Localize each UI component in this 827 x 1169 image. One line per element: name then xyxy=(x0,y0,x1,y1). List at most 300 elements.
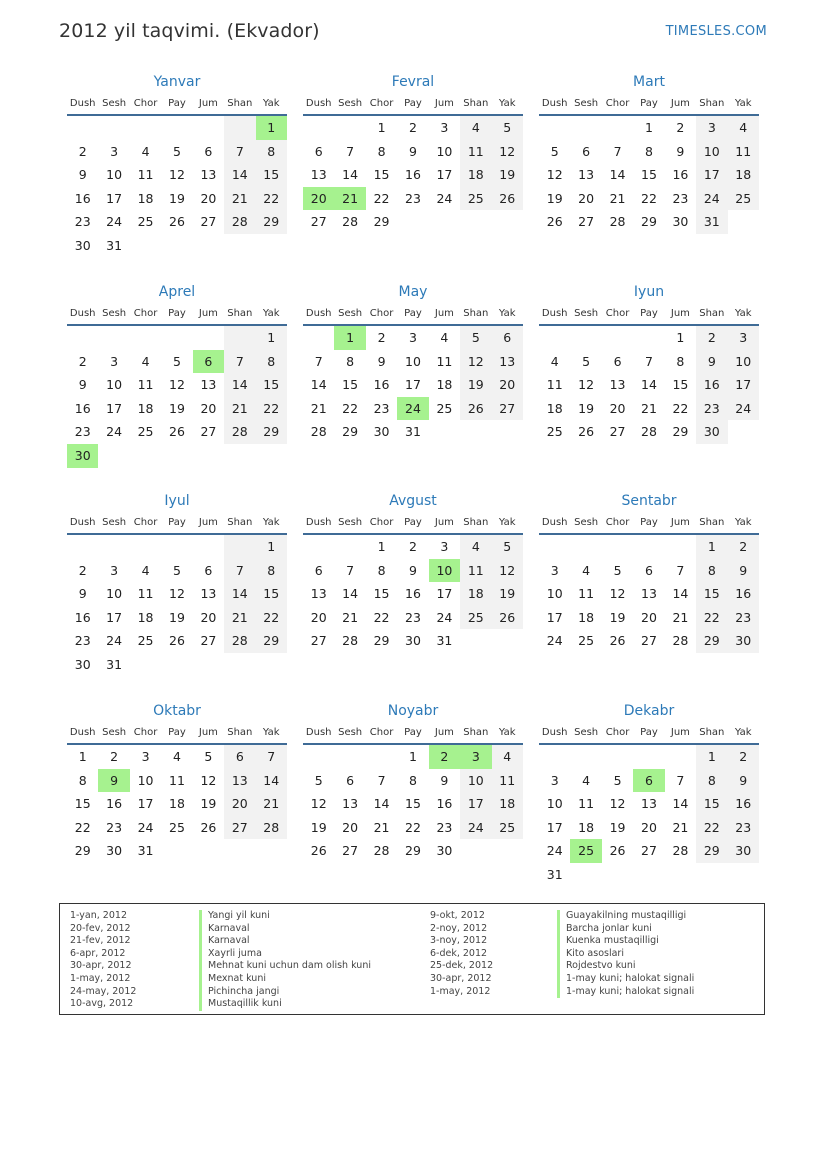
legend-date: 25-dek, 2012 xyxy=(430,960,494,972)
weekday-label: Chor xyxy=(133,517,158,528)
legend-holiday-name: Xayrli juma xyxy=(199,948,371,961)
day-cell: 2 xyxy=(696,326,727,350)
day-cell: 19 xyxy=(200,796,217,812)
week-row xyxy=(67,582,287,606)
day-cell: 4 xyxy=(582,562,591,578)
legend-date: 20-fev, 2012 xyxy=(70,922,131,934)
day-cell: 5 xyxy=(613,562,622,578)
day-cell: 28 xyxy=(224,210,255,234)
day-cell: 5 xyxy=(492,116,523,140)
legend-holiday-name: Pichincha jangi xyxy=(199,986,371,999)
day-cell: 11 xyxy=(578,796,595,812)
day-cell: 7 xyxy=(314,353,323,369)
holiday-legend xyxy=(59,903,765,1015)
weekday-label: Chor xyxy=(133,727,158,738)
empty-day-cell xyxy=(98,535,129,559)
weekday-label: Shan xyxy=(699,727,725,738)
day-cell: 3 xyxy=(409,330,417,345)
day-cell: 28 xyxy=(342,214,359,230)
empty-day-cell xyxy=(665,745,696,769)
day-cell: 14 xyxy=(672,586,689,602)
day-cell: 25 xyxy=(546,424,563,440)
day-cell: 4 xyxy=(141,562,150,578)
day-cell: 19 xyxy=(609,609,626,625)
day-cell: 9 xyxy=(78,377,87,393)
weekday-label: Chor xyxy=(369,727,394,738)
empty-day-cell xyxy=(224,116,255,140)
day-cell: 14 xyxy=(342,586,359,602)
day-cell: 18 xyxy=(137,609,154,625)
empty-day-cell xyxy=(161,653,192,677)
day-cell: 23 xyxy=(74,633,91,649)
day-cell: 24 xyxy=(728,397,759,421)
day-cell: 9 xyxy=(409,562,417,578)
day-cell: 22 xyxy=(672,400,689,416)
weekday-header xyxy=(303,513,523,533)
legend-date: 21-fev, 2012 xyxy=(70,935,131,947)
day-cell: 6 xyxy=(645,562,653,578)
day-cell: 15 xyxy=(342,377,359,393)
day-cell: 23 xyxy=(672,190,689,206)
day-cell: 21 xyxy=(256,792,287,816)
week-row xyxy=(67,350,287,374)
month-title: Dekabr xyxy=(623,703,675,719)
day-cell: 12 xyxy=(169,586,185,602)
day-cell: 13 xyxy=(641,796,657,812)
day-cell: 22 xyxy=(405,819,421,835)
legend-holiday-name: Barcha jonlar kuni xyxy=(557,923,694,936)
weekday-label: Sesh xyxy=(102,727,127,738)
day-cell: 25 xyxy=(137,424,154,440)
week-row xyxy=(539,187,759,211)
day-cell: 12 xyxy=(609,796,626,812)
empty-day-cell xyxy=(602,326,633,350)
day-cell: 2 xyxy=(409,120,417,135)
day-cell: 26 xyxy=(200,819,217,835)
day-cell: 20 xyxy=(200,190,217,206)
empty-day-cell xyxy=(602,116,633,140)
day-cell: 24 xyxy=(106,633,123,649)
day-cell: 14 xyxy=(373,796,390,812)
day-cell: 24 xyxy=(137,819,154,835)
day-cell: 27 xyxy=(200,633,217,649)
weekday-label: Yak xyxy=(262,98,280,109)
day-cell: 30 xyxy=(696,420,727,444)
empty-day-cell xyxy=(224,535,255,559)
day-cell: 17 xyxy=(106,190,123,206)
empty-day-cell xyxy=(161,234,192,258)
day-cell: 7 xyxy=(224,350,255,374)
day-cell: 26 xyxy=(169,633,185,649)
weekday-label: Pay xyxy=(404,727,422,738)
week-row xyxy=(303,792,523,816)
weekday-label: Jum xyxy=(198,517,218,528)
month-title: Mart xyxy=(633,74,665,90)
month-sentabr xyxy=(539,491,759,653)
day-cell: 28 xyxy=(342,633,359,649)
week-row xyxy=(539,397,759,421)
day-cell: 26 xyxy=(169,214,185,230)
week-row xyxy=(539,582,759,606)
day-cell: 23 xyxy=(405,609,421,625)
day-cell: 3 xyxy=(110,562,119,578)
day-cell: 24 xyxy=(696,187,727,211)
day-cell: 23 xyxy=(74,214,91,230)
month-avgust xyxy=(303,491,523,653)
week-row xyxy=(539,745,759,769)
week-row xyxy=(539,816,759,840)
weekday-header xyxy=(67,94,287,114)
month-title: Fevral xyxy=(391,74,435,90)
day-cell: 13 xyxy=(342,796,359,812)
weekday-label: Jum xyxy=(670,517,690,528)
empty-day-cell xyxy=(193,444,224,468)
site-logo[interactable]: TIMESLES.COM xyxy=(665,24,767,39)
weekday-label: Shan xyxy=(699,98,725,109)
day-cell: 11 xyxy=(137,167,154,183)
month-title: Sentabr xyxy=(621,493,677,509)
day-cell: 13 xyxy=(492,350,523,374)
day-cell: 5 xyxy=(173,562,181,578)
weekday-label: Pay xyxy=(640,517,658,528)
weekday-label: Shan xyxy=(463,98,489,109)
day-cell: 15 xyxy=(256,373,287,397)
empty-day-cell xyxy=(539,116,570,140)
day-cell: 27 xyxy=(609,424,626,440)
weekday-label: Dush xyxy=(541,727,568,738)
week-row xyxy=(303,745,523,769)
day-cell: 2 xyxy=(728,745,759,769)
weekday-label: Chor xyxy=(605,98,630,109)
week-row xyxy=(539,116,759,140)
weekday-label: Chor xyxy=(605,727,630,738)
day-cell: 20 xyxy=(310,609,327,625)
day-cell: 18 xyxy=(169,796,185,812)
week-row xyxy=(67,839,287,863)
legend-dates-left xyxy=(70,910,136,1011)
day-cell: 9 xyxy=(676,143,685,159)
empty-day-cell xyxy=(67,535,98,559)
day-cell: 26 xyxy=(609,843,626,859)
week-row xyxy=(67,606,287,630)
day-cell: 7 xyxy=(346,143,355,159)
day-cell: 20 xyxy=(609,400,626,416)
holiday-day-cell: 2 xyxy=(429,745,460,769)
day-cell: 19 xyxy=(169,400,185,416)
day-cell: 11 xyxy=(436,353,453,369)
day-cell: 3 xyxy=(550,772,559,788)
holiday-day-cell: 21 xyxy=(334,187,365,211)
empty-day-cell xyxy=(130,116,161,140)
weekday-label: Chor xyxy=(369,517,394,528)
day-cell: 16 xyxy=(405,167,421,183)
day-cell: 20 xyxy=(224,792,255,816)
day-cell: 17 xyxy=(436,167,453,183)
day-cell: 12 xyxy=(578,377,595,393)
day-cell: 14 xyxy=(609,167,626,183)
day-cell: 3 xyxy=(440,120,449,135)
empty-day-cell xyxy=(429,210,460,234)
day-cell: 20 xyxy=(578,190,595,206)
day-cell: 30 xyxy=(74,656,91,672)
week-row xyxy=(539,210,759,234)
day-cell: 17 xyxy=(106,609,123,625)
week-row xyxy=(67,559,287,583)
weekday-label: Dush xyxy=(541,308,568,319)
weekday-label: Pay xyxy=(640,727,658,738)
weekday-header xyxy=(539,94,759,114)
page-title: 2012 yil taqvimi. (Ekvador) xyxy=(59,20,320,42)
empty-day-cell xyxy=(193,116,224,140)
empty-day-cell xyxy=(539,745,570,769)
empty-day-cell xyxy=(570,326,601,350)
day-cell: 15 xyxy=(672,377,689,393)
weekday-header xyxy=(303,304,523,324)
day-cell: 2 xyxy=(377,330,386,345)
day-cell: 28 xyxy=(373,843,390,859)
day-cell: 10 xyxy=(106,586,123,602)
day-cell: 16 xyxy=(405,586,421,602)
empty-day-cell xyxy=(130,535,161,559)
month-iyun xyxy=(539,282,759,444)
day-cell: 20 xyxy=(200,609,217,625)
legend-date: 1-may, 2012 xyxy=(430,985,491,997)
day-cell: 19 xyxy=(169,609,185,625)
day-cell: 29 xyxy=(641,214,657,230)
day-cell: 3 xyxy=(728,326,759,350)
day-cell: 6 xyxy=(613,353,622,369)
month-title: Noyabr xyxy=(387,703,439,719)
empty-day-cell xyxy=(67,326,98,350)
day-cell: 19 xyxy=(546,190,563,206)
day-cell: 18 xyxy=(436,377,453,393)
empty-day-cell xyxy=(193,234,224,258)
empty-day-cell xyxy=(256,839,287,863)
day-cell: 20 xyxy=(641,819,657,835)
month-title: Iyul xyxy=(164,493,190,509)
week-row xyxy=(539,769,759,793)
legend-date: 30-apr, 2012 xyxy=(70,960,132,972)
weekday-label: Jum xyxy=(434,517,454,528)
day-cell: 27 xyxy=(578,214,595,230)
month-iyul xyxy=(67,491,287,677)
empty-day-cell xyxy=(334,116,365,140)
day-cell: 19 xyxy=(310,819,327,835)
day-cell: 12 xyxy=(169,377,185,393)
weekday-label: Yak xyxy=(262,727,280,738)
empty-day-cell xyxy=(429,420,460,444)
day-cell: 2 xyxy=(728,535,759,559)
weekday-header xyxy=(539,513,759,533)
day-cell: 20 xyxy=(492,373,523,397)
weekday-label: Pay xyxy=(640,98,658,109)
day-cell: 16 xyxy=(373,377,390,393)
day-cell: 26 xyxy=(169,424,185,440)
day-cell: 17 xyxy=(460,792,491,816)
week-row xyxy=(303,420,523,444)
empty-day-cell xyxy=(130,444,161,468)
day-cell: 13 xyxy=(609,377,626,393)
empty-day-cell xyxy=(492,839,523,863)
day-cell: 9 xyxy=(728,769,759,793)
day-cell: 12 xyxy=(492,140,523,164)
empty-day-cell xyxy=(728,210,759,234)
legend-date: 24-may, 2012 xyxy=(70,985,137,997)
month-dekabr xyxy=(539,701,759,887)
week-row xyxy=(539,792,759,816)
weekday-label: Shan xyxy=(463,727,489,738)
month-yanvar xyxy=(67,72,287,258)
weekday-header xyxy=(539,304,759,324)
day-cell: 8 xyxy=(645,143,653,159)
weekday-label: Dush xyxy=(69,308,96,319)
day-cell: 2 xyxy=(78,143,87,159)
week-row xyxy=(67,816,287,840)
weekday-label: Dush xyxy=(69,727,96,738)
month-oktabr xyxy=(67,701,287,863)
day-cell: 7 xyxy=(224,140,255,164)
day-cell: 11 xyxy=(728,140,759,164)
day-cell: 13 xyxy=(578,167,595,183)
month-title: Iyun xyxy=(633,284,665,300)
day-cell: 28 xyxy=(672,843,689,859)
week-row xyxy=(67,653,287,677)
day-cell: 2 xyxy=(110,749,119,764)
day-cell: 24 xyxy=(546,633,563,649)
week-row xyxy=(67,187,287,211)
weekday-label: Jum xyxy=(434,308,454,319)
day-cell: 25 xyxy=(728,187,759,211)
day-cell: 23 xyxy=(436,819,453,835)
day-cell: 8 xyxy=(256,559,287,583)
month-noyabr xyxy=(303,701,523,863)
day-cell: 18 xyxy=(460,582,491,606)
day-cell: 14 xyxy=(256,769,287,793)
day-cell: 23 xyxy=(405,190,421,206)
weekday-label: Shan xyxy=(227,517,253,528)
month-title: May xyxy=(398,284,428,300)
weekday-label: Dush xyxy=(305,517,332,528)
empty-day-cell xyxy=(256,444,287,468)
day-cell: 1 xyxy=(645,120,653,135)
day-cell: 11 xyxy=(460,559,491,583)
day-cell: 14 xyxy=(224,373,255,397)
weekday-label: Yak xyxy=(498,308,516,319)
day-cell: 30 xyxy=(728,839,759,863)
holiday-day-cell: 1 xyxy=(256,116,287,140)
day-cell: 26 xyxy=(492,187,523,211)
day-cell: 26 xyxy=(546,214,563,230)
empty-day-cell xyxy=(492,629,523,653)
weekday-label: Sesh xyxy=(102,98,127,109)
day-cell: 29 xyxy=(74,843,91,859)
day-cell: 27 xyxy=(342,843,359,859)
day-cell: 28 xyxy=(310,424,327,440)
day-cell: 31 xyxy=(106,656,123,672)
day-cell: 9 xyxy=(78,167,87,183)
day-cell: 7 xyxy=(377,772,386,788)
empty-day-cell xyxy=(334,535,365,559)
day-cell: 3 xyxy=(696,116,727,140)
day-cell: 15 xyxy=(405,796,421,812)
day-cell: 19 xyxy=(492,582,523,606)
day-cell: 12 xyxy=(169,167,185,183)
legend-holiday-name: Kuenka mustaqilligi xyxy=(557,935,694,948)
day-cell: 13 xyxy=(200,167,217,183)
empty-day-cell xyxy=(539,326,570,350)
week-row xyxy=(539,420,759,444)
week-row xyxy=(539,350,759,374)
day-cell: 31 xyxy=(546,866,563,882)
day-cell: 29 xyxy=(405,843,421,859)
day-cell: 7 xyxy=(676,562,685,578)
day-cell: 15 xyxy=(256,582,287,606)
weekday-label: Sesh xyxy=(574,308,599,319)
week-row xyxy=(67,420,287,444)
day-cell: 17 xyxy=(728,373,759,397)
day-cell: 4 xyxy=(492,745,523,769)
day-cell: 7 xyxy=(645,353,653,369)
day-cell: 30 xyxy=(74,237,91,253)
day-cell: 5 xyxy=(204,749,213,764)
day-cell: 31 xyxy=(436,633,453,649)
day-cell: 20 xyxy=(641,609,657,625)
weekday-label: Yak xyxy=(498,98,516,109)
day-cell: 2 xyxy=(78,562,87,578)
weekday-label: Dush xyxy=(69,517,96,528)
day-cell: 12 xyxy=(546,167,563,183)
day-cell: 16 xyxy=(672,167,689,183)
week-row xyxy=(539,163,759,187)
day-cell: 18 xyxy=(492,792,523,816)
week-row xyxy=(67,326,287,350)
day-cell: 5 xyxy=(173,353,181,369)
day-cell: 23 xyxy=(728,816,759,840)
holiday-day-cell: 3 xyxy=(460,745,491,769)
day-cell: 29 xyxy=(373,633,390,649)
empty-day-cell xyxy=(224,444,255,468)
week-row xyxy=(67,163,287,187)
day-cell: 16 xyxy=(436,796,453,812)
legend-date: 6-dek, 2012 xyxy=(430,947,488,959)
empty-day-cell xyxy=(303,535,334,559)
day-cell: 1 xyxy=(78,749,87,764)
empty-day-cell xyxy=(665,863,696,887)
month-title: Oktabr xyxy=(153,703,201,719)
day-cell: 22 xyxy=(256,187,287,211)
day-cell: 28 xyxy=(256,816,287,840)
day-cell: 12 xyxy=(492,559,523,583)
day-cell: 25 xyxy=(492,816,523,840)
day-cell: 12 xyxy=(609,586,626,602)
day-cell: 19 xyxy=(609,819,626,835)
day-cell: 24 xyxy=(106,424,123,440)
empty-day-cell xyxy=(602,535,633,559)
day-cell: 18 xyxy=(728,163,759,187)
day-cell: 29 xyxy=(256,210,287,234)
holiday-day-cell: 25 xyxy=(570,839,601,863)
day-cell: 8 xyxy=(676,353,685,369)
day-cell: 15 xyxy=(74,796,91,812)
empty-day-cell xyxy=(460,629,491,653)
weekday-label: Sesh xyxy=(574,517,599,528)
empty-day-cell xyxy=(633,745,664,769)
empty-day-cell xyxy=(130,653,161,677)
day-cell: 4 xyxy=(582,772,591,788)
day-cell: 2 xyxy=(676,120,685,135)
month-aprel xyxy=(67,282,287,468)
week-row xyxy=(303,163,523,187)
